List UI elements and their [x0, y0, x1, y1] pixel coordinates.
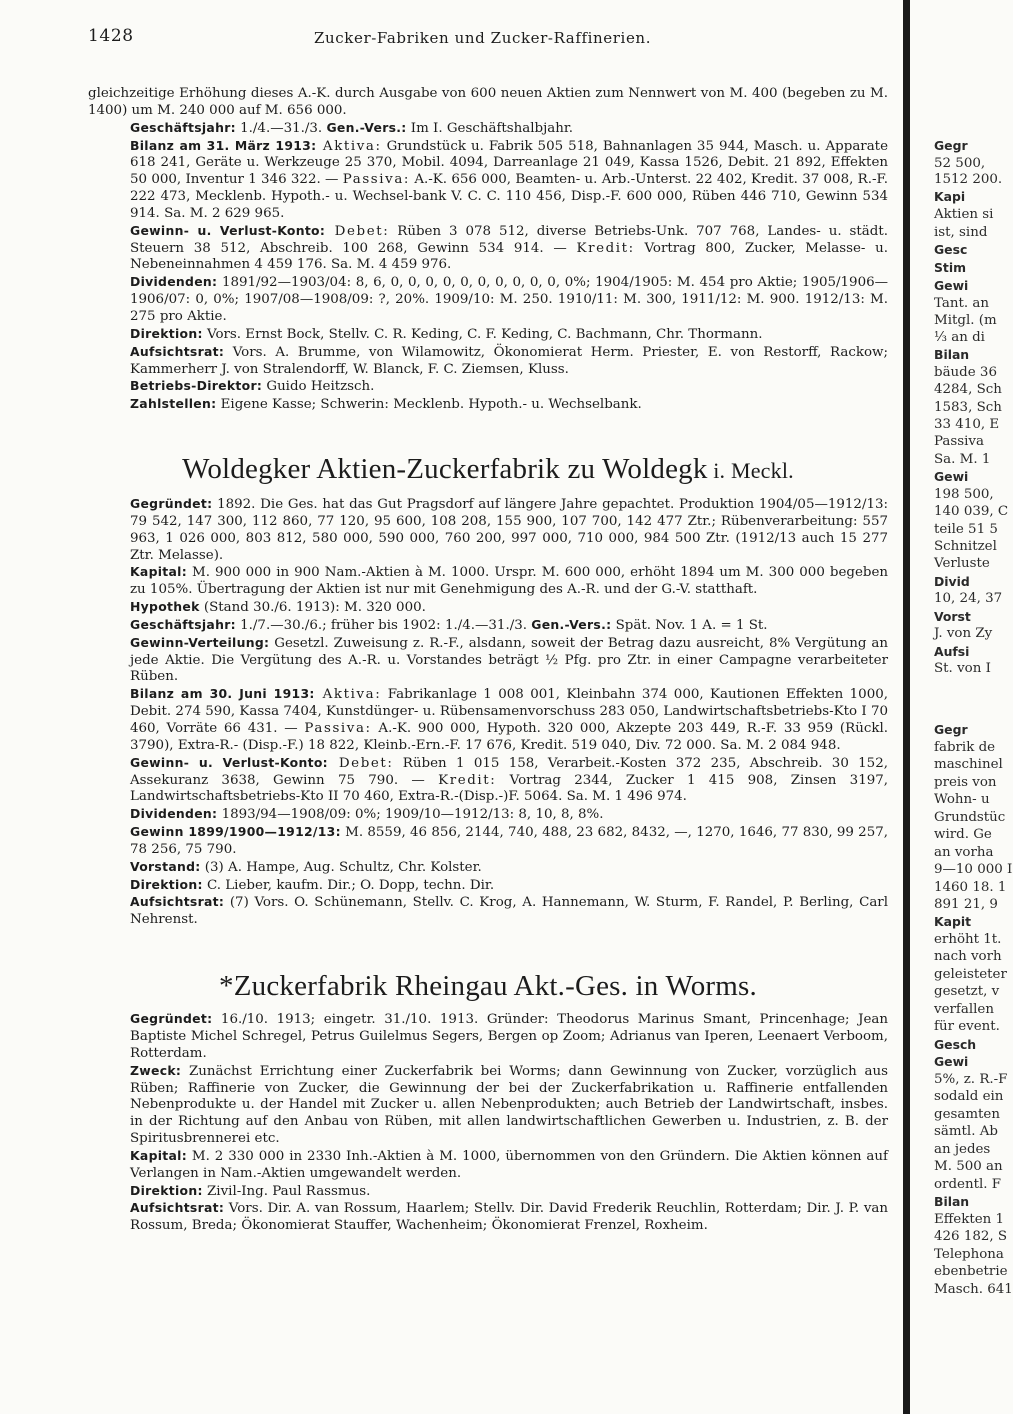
field-text: (Stand 30./6. 1913): M. 320 000.	[199, 600, 426, 616]
field-text: Kredit:	[576, 240, 635, 256]
adjacent-column-fragment: 198 500,	[934, 487, 994, 502]
rheingau-entry	[88, 1011, 888, 1235]
field-label: Direktion:	[130, 325, 203, 341]
adjacent-column-fragment: M. 500 an	[934, 1159, 1003, 1174]
adjacent-column-fragment: Aktien si	[934, 207, 994, 222]
entry-paragraph	[88, 86, 888, 120]
adjacent-column-fragment: 10, 24, 37	[934, 591, 1003, 606]
adjacent-column-fragment: Schnitzel	[934, 539, 997, 554]
field-label: Direktion:	[130, 876, 203, 892]
field-label: Zahlstellen:	[130, 396, 217, 412]
adjacent-column-fragment: 140 039, C	[934, 504, 1009, 519]
column-divider	[903, 0, 910, 1414]
adjacent-column-fragment: Mitgl. (m	[934, 313, 997, 328]
entry-paragraph	[88, 859, 888, 877]
field-text: Gesetzl. Zuweisung z. R.-F., alsdann, soweit der Betrag dazu ausreicht, 8% Vergütung an jede Aktie. Die Vergütung des A.-R. u. Vorstandes beträgt ½ Pfg. pro Ztr. in einer Campagne verarbeiteter Rüben.	[130, 635, 888, 685]
field-label: Direktion:	[130, 1182, 203, 1198]
field-text: Grundstück u. Fabrik 505 518, Bahnanlagen 35 944, Masch. u. Apparate 618 241, Geräte u. Werkzeuge 25 370, Mobil. 4094, Darreanlage 21 049, Kassa 1526, Debit. 21 892, Effekten 50 000, Inventur 1 346 322. —	[130, 138, 888, 188]
entry-paragraph	[88, 223, 888, 275]
entry-paragraph	[88, 274, 888, 326]
entry-paragraph	[88, 378, 888, 396]
adjacent-column-fragment: Aufsi	[934, 644, 970, 659]
adjacent-column-fragment: sämtl. Ab	[934, 1124, 998, 1139]
woldegk-entry	[88, 496, 888, 929]
field-text: C. Lieber, kaufm. Dir.; O. Dopp, techn. Dir.	[202, 877, 495, 893]
entry-paragraph	[88, 138, 888, 223]
adjacent-page-column	[924, 0, 1013, 1414]
adjacent-column-fragment: gesetzt, v	[934, 984, 1000, 999]
adjacent-column-fragment: 1583, Sch	[934, 400, 1002, 415]
adjacent-column-fragment: geleisteter	[934, 967, 1007, 982]
field-text: Vortrag 800, Zucker, Melasse- u. Nebeneinnahmen 4 459 176. Sa. M. 4 459 976.	[130, 240, 888, 273]
field-text: A.-K. 900 000, Hypoth. 320 000, Akzepte 203 449, R.-F. 33 959 (Rückl. 3790), Extra-R.- (Disp.-F.) 18 822, Kleinb.-Ern.-F. 17 676, Kredit. 519 040, Div. 72 000. Sa. M. 2 084 948.	[130, 721, 888, 753]
field-text: 1./4.—31./3.	[235, 120, 327, 136]
adjacent-column-fragment: sodald ein	[934, 1089, 1004, 1104]
field-text: Vors. A. Brumme, von Wilamowitz, Ökonomierat Herm. Priester, E. von Restorff, Rackow; Kammerherr J. von Stralendorff, W. Blanck, F. C. Ziemsen, Kluss.	[130, 344, 888, 377]
field-text: Zivil-Ing. Paul Rassmus.	[202, 1183, 371, 1199]
field-text: A.-K. 656 000, Beamten- u. Arb.-Unterst. 22 402, Kredit. 37 008, R.-F. 222 473, Mecklenb. Hypoth.- u. Wechsel-bank V. C. C. 110 456, Disp.-F. 600 000, Rüben 446 710, Gewinn 534 914. Sa. M. 2 629 965.	[130, 172, 888, 221]
field-label: Aufsichtsrat:	[130, 343, 225, 359]
field-label: Gen.-Vers.:	[531, 616, 612, 632]
adjacent-column-fragment: Gegr	[934, 722, 968, 737]
field-label: Zweck:	[130, 1062, 182, 1078]
field-text: Vortrag 2344, Zucker 1 415 908, Zinsen 3197, Landwirtschaftsbetriebs-Kto II 70 460, Extra-R.-(Disp.-)F. 5064. Sa. M. 1 496 974.	[130, 772, 889, 805]
adjacent-column-fragment: Bilan	[934, 347, 970, 362]
adjacent-column-fragment: an jedes	[934, 1142, 991, 1157]
entry-paragraph	[88, 326, 888, 344]
adjacent-column-fragment: ⅓ an di	[934, 330, 985, 345]
field-text: Vors. Dir. A. van Rossum, Haarlem; Stellv. Dir. David Frederik Reuchlin, Rotterdam; Dir. J. P. van Rossum, Breda; Ökonomierat Stauffer, Wachenheim; Ökonomierat Frenzel, Roxheim.	[130, 1201, 888, 1234]
field-label: Gegründet:	[130, 1011, 213, 1027]
field-label: Gewinn- u. Verlust-Konto:	[130, 222, 326, 238]
adjacent-column-fragment: 1512 200.	[934, 172, 1003, 187]
field-text: Aktiva:	[316, 138, 382, 154]
adjacent-column-fragment: St. von I	[934, 661, 991, 676]
adjacent-column-fragment: Gesch	[934, 1037, 977, 1052]
adjacent-column-fragment: Grundstüc	[934, 810, 1006, 825]
field-text: Debet:	[327, 755, 394, 771]
field-label: Betriebs-Direktor:	[130, 378, 263, 394]
field-label: Gewinn-Verteilung:	[130, 634, 270, 650]
adjacent-column-fragment: 5%, z. R.-F	[934, 1072, 1008, 1087]
running-title: Zucker-Fabriken und Zucker-Raffinerien.	[314, 29, 652, 47]
field-text: (3) A. Hampe, Aug. Schultz, Chr. Kolster.	[200, 859, 482, 875]
adjacent-column-fragment: 33 410, E	[934, 417, 1000, 432]
adjacent-column-fragment: bäude 36	[934, 365, 997, 380]
adjacent-column-fragment: Wohn- u	[934, 792, 990, 807]
field-label: Dividenden:	[130, 806, 218, 822]
entry-paragraph	[88, 396, 888, 414]
field-label: Dividenden:	[130, 274, 218, 290]
field-label: Gewinn 1899/1900—1912/13:	[130, 824, 341, 840]
adjacent-column-fragment: Passiva	[934, 434, 984, 449]
entry-paragraph	[88, 1148, 888, 1183]
entry-paragraph	[88, 755, 888, 807]
field-text: Guido Heitzsch.	[262, 379, 375, 395]
adjacent-column-fragment: J. von Zy	[934, 626, 993, 641]
adjacent-column-fragment: Masch. 641	[934, 1282, 1013, 1297]
field-text: Zunächst Errichtung einer Zuckerfabrik bei Worms; dann Gewinnung von Zucker, vorzüglich aus Rüben; Raffinerie von Zucker, die Gewinnung der bei der Zuckerfabrikation u. Raffinerie entfallenden Nebenprodukte u. der Handel mit Zucker u. allen Nebenprodukten; auch Betrieb der Landwirtschaft, insbes. in der Richtung auf den Anbau von Rüben, mit allen landwirtschaftlichen Gewerben u. Industrien, z. B. der Spiritusbrennerei etc.	[130, 1063, 888, 1147]
entry-paragraph	[88, 806, 888, 824]
page-number: 1428	[88, 26, 134, 46]
field-text: Vors. Ernst Bock, Stellv. C. R. Keding, C. F. Keding, C. Bachmann, Chr. Thormann.	[202, 326, 763, 342]
field-text: Passiva:	[342, 172, 411, 188]
adjacent-column-fragment: 426 182, S	[934, 1229, 1008, 1244]
rheingau-heading: *Zuckerfabrik Rheingau Akt.-Ges. in Worms.	[219, 970, 757, 1003]
field-label: Bilanz am 30. Juni 1913:	[130, 686, 315, 702]
entry-paragraph	[88, 894, 888, 929]
field-text: Im I. Geschäftshalbjahr.	[406, 120, 574, 136]
adjacent-column-fragment: Sa. M. 1	[934, 452, 991, 467]
adjacent-column-fragment: nach vorh	[934, 949, 1002, 964]
field-label: Gegründet:	[130, 496, 213, 512]
adjacent-column-fragment: 52 500,	[934, 156, 986, 171]
adjacent-column-fragment: Stim	[934, 260, 967, 275]
entry-paragraph	[88, 1200, 888, 1235]
field-text: Debet:	[325, 223, 390, 239]
field-text: gleichzeitige Erhöhung dieses A.-K. durch Ausgabe von 600 neuen Aktien zum Nennwert von M. 400 (begeben zu M. 1400) um M. 240 000 auf M. 656 000.	[88, 86, 888, 118]
field-text: Fabrikanlage 1 008 001, Kleinbahn 374 000, Kautionen Effekten 1000, Debit. 274 590, Kassa 7404, Kunstdünger- u. Rübensamenvorschuss 283 050, Landwirtschaftsbetriebs-Kto I 70 460, Vorräte 66 431. —	[130, 687, 888, 736]
entry-paragraph	[88, 635, 888, 687]
entry-paragraph	[88, 599, 888, 617]
adjacent-column-fragment: ordentl. F	[934, 1177, 1002, 1192]
adjacent-column-fragment: teile 51 5	[934, 522, 998, 537]
field-text: 1892. Die Ges. hat das Gut Pragsdorf auf längere Jahre gepachtet. Produktion 1904/05—1912/13: 79 542, 147 300, 112 860, 77 120, 95 600, 108 208, 155 900, 107 700, 142 477 Ztr.; Rübenverarbeitung: 557 963, 1 026 000, 803 812, 580 000, 590 000, 760 200, 997 000, 710 000, 984 500 Ztr. (1912/13 auch 15 277 Ztr. Melasse).	[130, 497, 888, 563]
entry-paragraph	[88, 686, 888, 754]
field-label: Gen.-Vers.:	[326, 119, 407, 135]
field-text: M. 8559, 46 856, 2144, 740, 488, 23 682, 8432, —, 1270, 1646, 77 830, 99 257, 78 256, 75 790.	[130, 825, 888, 857]
field-text: 1893/94—1908/09: 0%; 1909/10—1912/13: 8, 10, 8, 8%.	[217, 807, 604, 823]
field-label: Vorstand:	[130, 858, 201, 874]
adjacent-column-fragment: Gewi	[934, 278, 969, 293]
entry-paragraph	[88, 824, 888, 859]
adjacent-column-fragment: Gewi	[934, 469, 969, 484]
adjacent-column-fragment: an vorha	[934, 845, 994, 860]
adjacent-column-fragment: preis von	[934, 775, 997, 790]
adjacent-column-fragment: fabrik de	[934, 740, 996, 755]
adjacent-column-fragment: maschinel	[934, 757, 1003, 772]
adjacent-column-fragment: Gesc	[934, 242, 968, 257]
adjacent-column-fragment: Kapi	[934, 189, 966, 204]
entry-paragraph	[88, 617, 888, 635]
woldegk-title: Woldegker Aktien-Zuckerfabrik zu Woldegk	[182, 453, 708, 486]
adjacent-column-fragment: Kapit	[934, 914, 972, 929]
adjacent-column-fragment: 891 21, 9	[934, 897, 998, 912]
adjacent-column-fragment: verfallen	[934, 1002, 994, 1017]
field-label: Gewinn- u. Verlust-Konto:	[130, 754, 328, 770]
adjacent-column-fragment: Tant. an	[934, 296, 990, 311]
adjacent-column-fragment: wird. Ge	[934, 827, 992, 842]
field-text: Eigene Kasse; Schwerin: Mecklenb. Hypoth.- u. Wechselbank.	[216, 397, 642, 413]
running-head	[88, 28, 888, 52]
adjacent-column-fragment: für event.	[934, 1019, 1000, 1034]
field-text: Spät. Nov. 1 A. = 1 St.	[611, 617, 768, 633]
field-label: Geschäftsjahr:	[130, 119, 236, 135]
field-text: (7) Vors. O. Schünemann, Stellv. C. Krog, A. Hannemann, W. Sturm, F. Randel, P. Berling, Carl Nehrenst.	[130, 895, 888, 928]
adjacent-column-fragment: erhöht 1t.	[934, 932, 1002, 947]
field-label: Kapital:	[130, 564, 187, 580]
adjacent-column-fragment: Divid	[934, 574, 970, 589]
field-text: M. 900 000 in 900 Nam.-Aktien à M. 1000. Urspr. M. 600 000, erhöht 1894 um M. 300 000 begeben zu 105%. Übertragung der Aktien ist nur mit Genehmigung des A.-R. und der G.-V. statthaft.	[130, 565, 888, 598]
adjacent-column-fragment: ebenbetrie	[934, 1264, 1008, 1279]
entry-paragraph	[88, 496, 888, 564]
entry-paragraph	[88, 1011, 888, 1063]
page-main	[88, 28, 888, 1235]
field-text: Passiva:	[304, 721, 372, 736]
field-text: 1891/92—1903/04: 8, 6, 0, 0, 0, 0, 0, 0, 0, 0, 0, 0, 0%; 1904/1905: M. 454 pro Aktie; 1905/1906—1906/07: 0, 0%; 1907/08—1908/09: ?, 20%. 1909/10: M. 250. 1910/11: M. 300, 1911/12: M. 900. 1912/13: M. 275 pro Aktie.	[130, 275, 888, 324]
entry-paragraph	[88, 1183, 888, 1201]
field-label: Kapital:	[130, 1147, 187, 1163]
adjacent-column-fragment: Vorst	[934, 609, 971, 624]
field-text: Rüben 1 015 158, Verarbeit.-Kosten 372 235, Abschreib. 30 152, Assekuranz 3638, Gewinn 75 790. —	[130, 755, 888, 788]
adjacent-column-fragment: 1460 18. 1	[934, 880, 1007, 895]
field-label: Geschäftsjahr:	[130, 616, 236, 632]
entry-paragraph	[88, 344, 888, 379]
field-label: Aufsichtsrat:	[130, 1200, 225, 1216]
woldegk-heading	[88, 452, 888, 488]
field-text: Rüben 3 078 512, diverse Betriebs-Unk. 707 768, Landes- u. städt. Steuern 38 512, Abschreib. 100 268, Gewinn 534 914. —	[130, 223, 888, 256]
adjacent-column-fragment: Telephona	[934, 1247, 1004, 1262]
field-label: Bilanz am 31. März 1913:	[130, 137, 317, 153]
adjacent-column-fragment: ist, sind	[934, 225, 988, 240]
field-label: Hypothek	[130, 599, 200, 615]
adjacent-column-fragment: Bilan	[934, 1194, 970, 1209]
entry-paragraph	[88, 1063, 888, 1148]
entry-paragraph	[88, 564, 888, 599]
adjacent-column-fragment: gesamten	[934, 1107, 1000, 1122]
field-label: Aufsichtsrat:	[130, 894, 225, 910]
adjacent-column-fragment: 4284, Sch	[934, 382, 1002, 397]
field-text: 1./7.—30./6.; früher bis 1902: 1./4.—31./3.	[235, 617, 532, 633]
continued-entry	[88, 86, 888, 414]
adjacent-column-fragment: Effekten 1	[934, 1212, 1005, 1227]
field-text: Kredit:	[438, 772, 497, 788]
adjacent-column-fragment: Gewi	[934, 1054, 969, 1069]
entry-paragraph	[88, 120, 888, 138]
adjacent-column-fragment: Gegr	[934, 138, 968, 153]
woldegk-title-tail: i. Meckl.	[707, 458, 794, 484]
adjacent-column-fragment: Verluste	[934, 556, 990, 571]
field-text: Aktiva:	[314, 687, 382, 703]
adjacent-column-fragment: 9—10 000 I	[934, 862, 1013, 877]
field-text: M. 2 330 000 in 2330 Inh.-Aktien à M. 1000, übernommen von den Gründern. Die Aktien können auf Verlangen in Nam.-Aktien umgewandelt werden.	[130, 1148, 888, 1181]
field-text: 16./10. 1913; eingetr. 31./10. 1913. Gründer: Theodorus Marinus Smant, Princenhage; Jean Baptiste Michel Schregel, Petrus Guilelmus Segers, Bergen op Zoom; Adrianus van Iperen, Leenaert Verboom, Rotterdam.	[130, 1012, 888, 1061]
entry-paragraph	[88, 877, 888, 895]
